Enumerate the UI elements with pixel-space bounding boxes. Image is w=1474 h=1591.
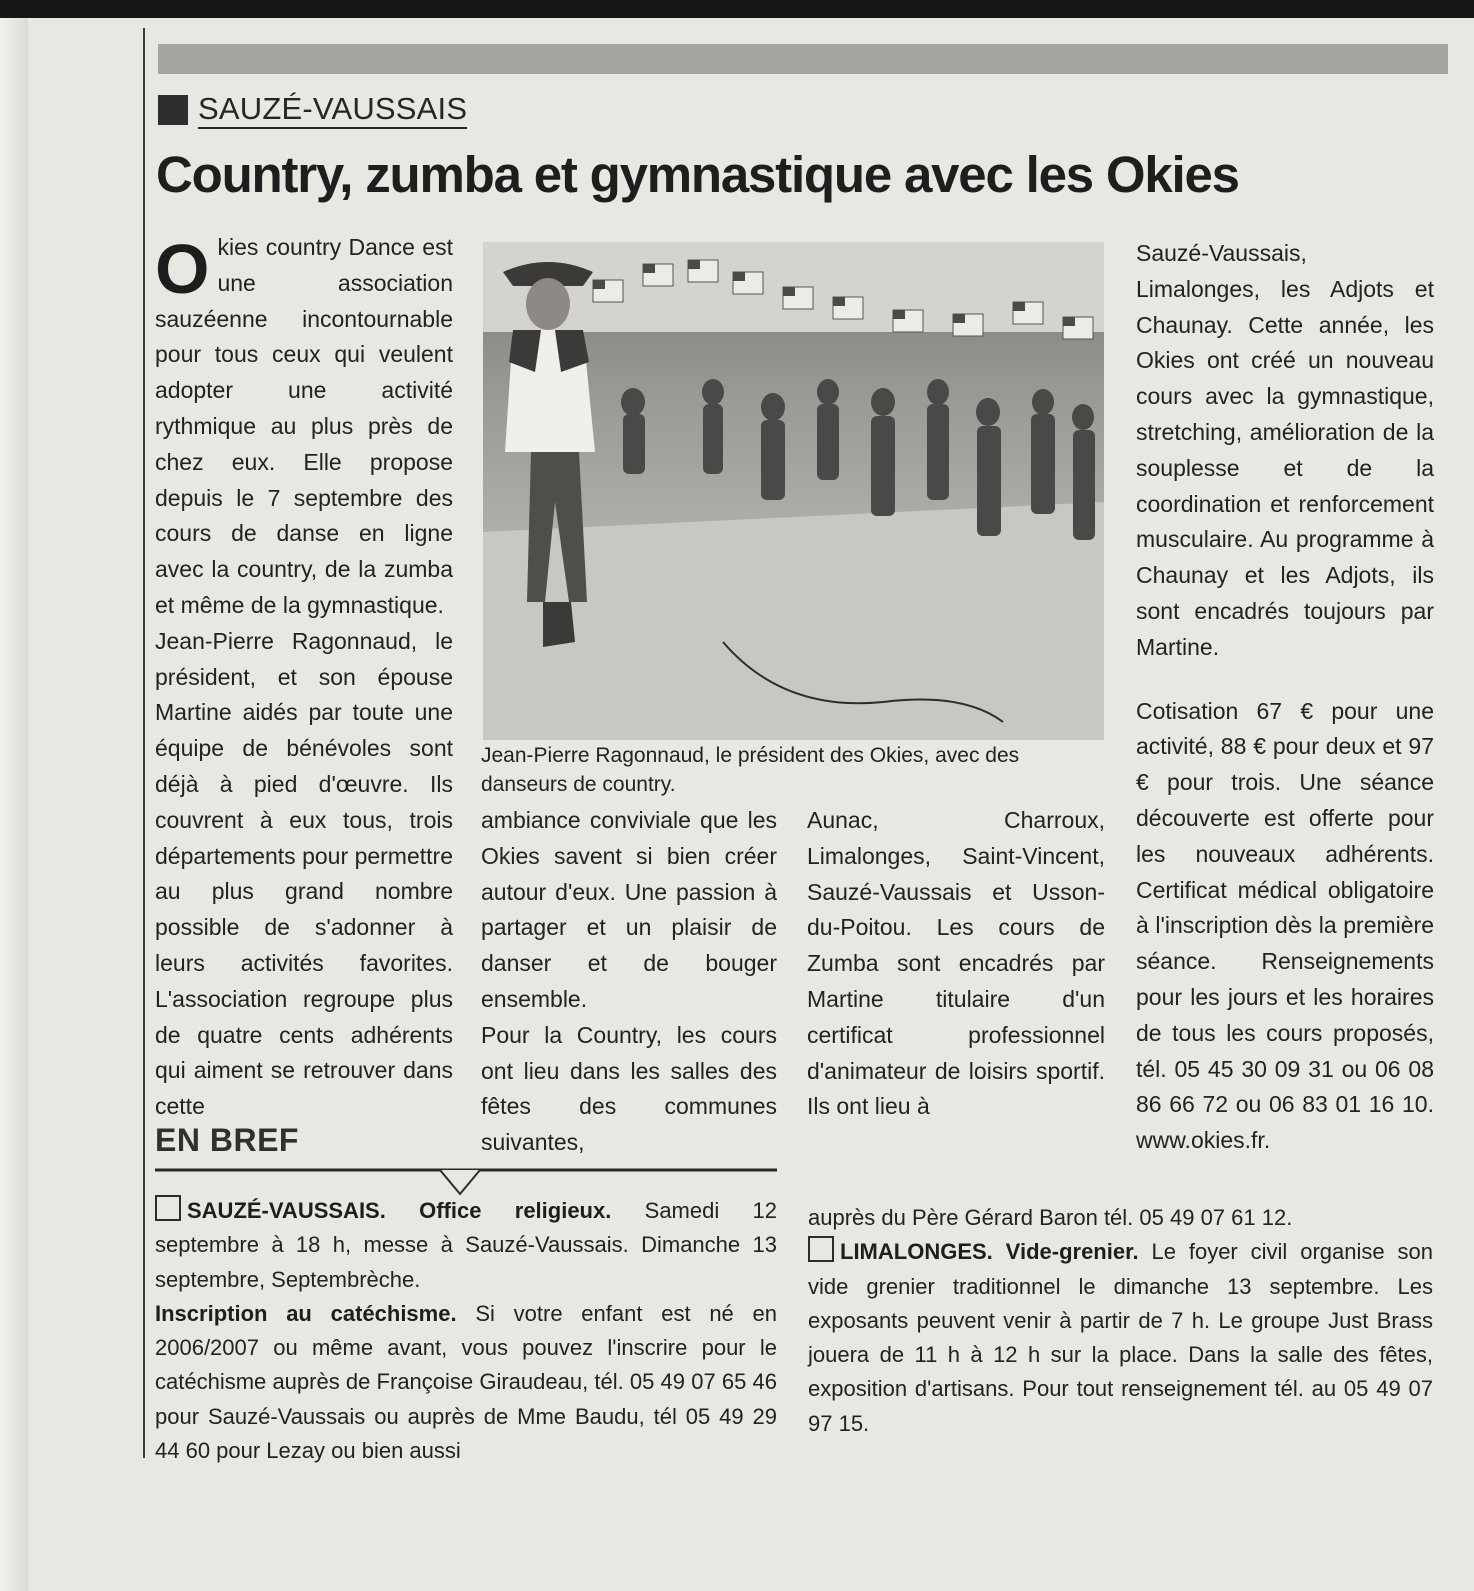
brief-heading: Inscription au catéchisme. bbox=[155, 1300, 457, 1326]
section-label: SAUZÉ-VAUSSAIS bbox=[198, 91, 467, 129]
article-photo bbox=[483, 242, 1104, 740]
brief-text: Le foyer civil organise son vide grenier traditionnel le dimanche 13 septembre. Les exposants peuvent venir à partir de 7 h. Le groupe Just Brass jouera de 11 h à 12 h sur la place. Dans la salle des fêtes, exposition d'artisans. Pour tout renseignement tél. au 05 49 07 97 15. bbox=[808, 1239, 1433, 1436]
brief-heading: LIMALONGES. Vide-grenier. bbox=[840, 1239, 1139, 1265]
scan-paper-edge bbox=[0, 18, 28, 1591]
drop-cap: O bbox=[155, 230, 210, 308]
article-column-2 bbox=[481, 803, 777, 1161]
article-paragraph: ambiance conviviale que les Okies savent si bien créer autour d'eux. Une passion à partager et un plaisir de danser et de bouger ensemble. bbox=[481, 807, 777, 1012]
article-intro-paragraph bbox=[155, 230, 453, 624]
article-column-4 bbox=[1136, 236, 1434, 1159]
photo-caption: Jean-Pierre Ragonnaud, le président des Okies, avec des danseurs de country. bbox=[481, 744, 1020, 796]
header-grey-band bbox=[158, 44, 1448, 74]
article-column-3 bbox=[807, 803, 1105, 1125]
column-rule bbox=[143, 28, 145, 1458]
brief-heading: SAUZÉ-VAUSSAIS. Office religieux. bbox=[187, 1198, 612, 1223]
brief-column-2 bbox=[808, 1201, 1433, 1441]
article-headline: Country, zumba et gymnastique avec les Okies bbox=[156, 146, 1239, 203]
checkbox-square-icon bbox=[155, 1195, 181, 1221]
brief-item-limalonges bbox=[808, 1235, 1433, 1441]
en-bref-heading: EN BREF bbox=[155, 1122, 299, 1158]
dancers-photo-illustration bbox=[483, 242, 1104, 740]
article-column-1 bbox=[155, 230, 453, 1125]
brief-text: Samedi 12 septembre à 18 h, messe à Sauzé-Vaussais. Dimanche 13 septembre, Septembrèche. bbox=[155, 1198, 777, 1292]
brief-item-sauze bbox=[155, 1194, 777, 1297]
rubric-square-icon bbox=[158, 95, 188, 125]
brief-text: Si votre enfant est né en 2006/2007 ou même avant, vous pouvez l'inscrire pour le catéchisme auprès de Françoise Giraudeau, tél. 05 49 07 65 46 pour Sauzé-Vaussais ou auprès de Mme Baudu, tél 05 49 29 44 60 pour Lezay ou bien aussi bbox=[155, 1300, 778, 1464]
checkbox-square-icon bbox=[808, 1236, 834, 1262]
article-paragraph: Jean-Pierre Ragonnaud, le président, et son épouse Martine aidés par toute une équipe de bénévoles sont déjà à pied d'œuvre. Ils couvrent à eux tous, trois départements pour permettre au plus grand nombre possible de s'adonner à leurs activités favorites. L'association regroupe plus de quatre cents adhérents qui aiment se retrouver dans cette bbox=[155, 627, 453, 1120]
practical-info-paragraph: Cotisation 67 € pour une activité, 88 € pour deux et 97 € pour trois. Une séance découverte est offerte pour les nouveaux adhérents. Certificat médical obligatoire à l'inscription dès la première séance. Renseignements pour les jours et les horaires de tous les cours proposés, tél. 05 45 30 09 31 ou 06 08 86 66 72 ou 06 83 01 16 10. www.okies.fr. bbox=[1136, 697, 1434, 1154]
brief-item-catechisme bbox=[155, 1297, 777, 1468]
intro-text: kies country Dance est une association sauzéenne incontournable pour tous ceux qui veulent adopter une activité rythmique au plus près de chez eux. Elle propose depuis le 7 septembre des cours de danse en ligne avec la country, de la zumba et même de la gymnastique. bbox=[155, 234, 453, 618]
brief-column-1 bbox=[155, 1194, 777, 1468]
article-paragraph: Aunac, Charroux, Limalonges, Saint-Vincent, Sauzé-Vaussais et Usson-du-Poitou. Les cours de Zumba sont encadrés par Martine titulaire d'un certificat professionnel d'animateur de loisirs sportif. Ils ont lieu à bbox=[807, 807, 1105, 1120]
article-paragraph: Sauzé-Vaussais, Limalonges, les Adjots et Chaunay. Cette année, les Okies ont créé un nouveau cours avec la gymnastique, stretching, amélioration de la souplesse et de la coordination et renforcement musculaire. Au programme à Chaunay et les Adjots, ils sont encadrés toujours par Martine. bbox=[1136, 240, 1434, 660]
brief-continuation: auprès du Père Gérard Baron tél. 05 49 07 61 12. bbox=[808, 1205, 1293, 1230]
article-paragraph: Pour la Country, les cours ont lieu dans les salles des fêtes des communes suivantes, bbox=[481, 1021, 777, 1156]
section-rubric bbox=[158, 90, 467, 130]
scan-top-border bbox=[0, 0, 1474, 18]
